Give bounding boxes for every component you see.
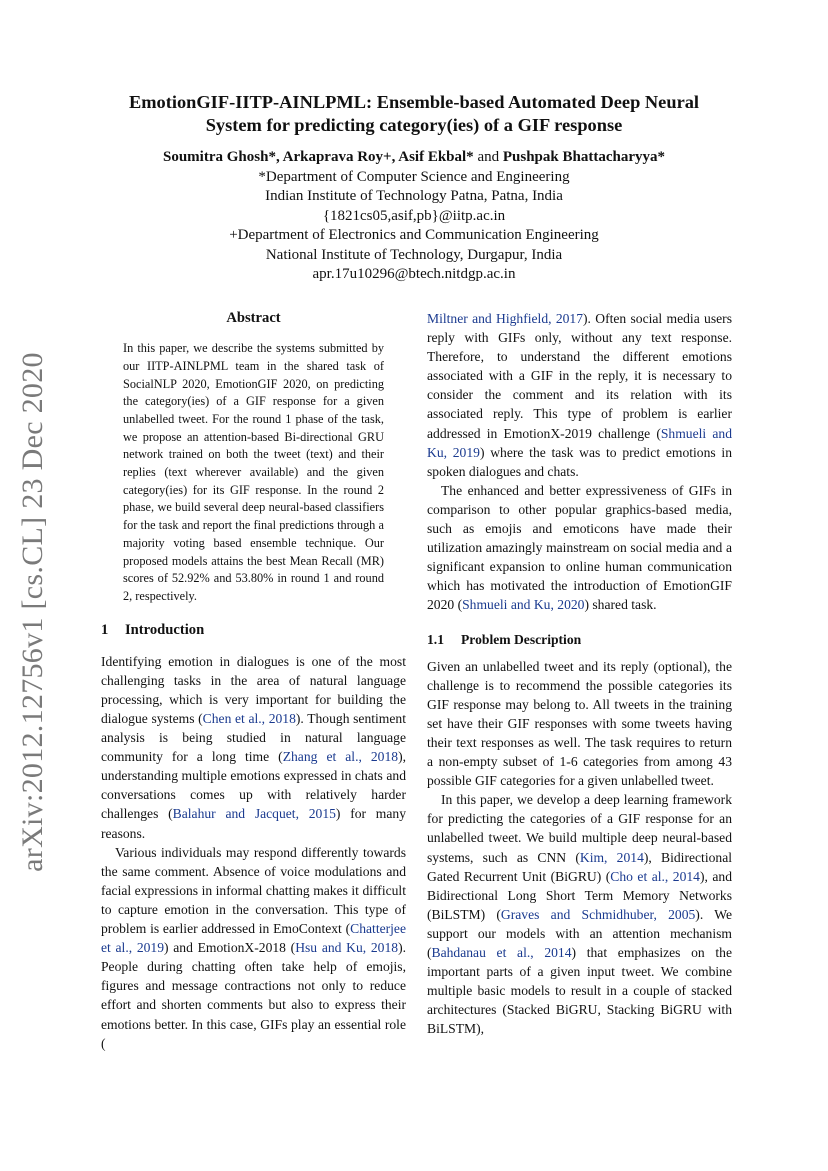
text-span: ). People during chatting often take help of emojis, figures and message contractions not only to reduce effort and shorten comments but also to express their emotions better. In this case, GIFs play an essential role ( bbox=[101, 940, 406, 1051]
text-span: Various individuals may respond differently towards the same comment. Absence of voice modulations and facial expressions in informal chatting makes it difficult to capture emotion in the conversation. This type of problem is earlier addressed in EmoContext ( bbox=[101, 844, 406, 937]
author-and: and bbox=[477, 149, 500, 165]
citation-link[interactable]: Chatterjee et al., 2019 bbox=[101, 921, 406, 956]
institute-1: Indian Institute of Technology Patna, Patna, India bbox=[265, 188, 563, 204]
citation-link[interactable]: Kim, 2014 bbox=[579, 849, 644, 865]
abstract-heading: Abstract bbox=[226, 310, 281, 326]
title-line-2: System for predicting category(ies) of a GIF response bbox=[205, 115, 623, 135]
subsection-title: Problem Description bbox=[461, 631, 582, 647]
intro-paragraph-2-continued bbox=[427, 309, 732, 481]
text-span: ), and Bidirectional Long Short Term Memory Networks (BiLSTM) ( bbox=[427, 868, 732, 922]
text-span: ) where the task was to predict emotions in spoken dialogues and chats. bbox=[427, 444, 732, 479]
intro-paragraph-1 bbox=[101, 652, 406, 843]
author-names-part1: Soumitra Ghosh*, Arkaprava Roy+, Asif Ekbal* bbox=[163, 149, 474, 165]
citation-link[interactable]: Balahur and Jacquet, 2015 bbox=[172, 806, 336, 822]
citation-link[interactable]: Graves and Schmidhuber, 2005 bbox=[500, 906, 696, 922]
citation-link[interactable]: Bahdanau et al., 2014 bbox=[431, 945, 572, 960]
citation-link[interactable]: Shmueli and Ku, 2020 bbox=[462, 597, 585, 613]
author-names-part2: Pushpak Bhattacharyya* bbox=[502, 149, 665, 165]
text-span: ) for many reasons. bbox=[101, 806, 407, 841]
text-span: Identifying emotion in dialogues is one of the most challenging tasks in the area of natural language processing, which is very important for building the dialogue systems ( bbox=[101, 653, 406, 727]
institute-2: National Institute of Technology, Durgapur, India bbox=[265, 246, 563, 263]
text-span: ). Often social media users reply with GIFs only, without any text response. Therefore, to understand the different emotions associated with a GIF in the reply, it is necessary to consider the comment and its relation with its associated reply. This type of problem is earlier addressed in EmotionX-2019 challenge ( bbox=[427, 311, 732, 441]
text-span: In this paper, we develop a deep learning framework for predicting the categories of a GIF response for an unlabelled tweet. We build multiple deep neural-based systems, such as CNN ( bbox=[427, 792, 732, 865]
text-span: ) and EmotionX-2018 ( bbox=[164, 940, 296, 956]
text-span: ) that emphasizes on the important parts of a given input tweet. We combine multiple basic models to result in a couple of stacked architectures (Stacked BiGRU, Stacking BiGRU with BiLSTM), bbox=[427, 945, 733, 1037]
text-span: ). We support our models with an attention mechanism ( bbox=[427, 906, 732, 960]
affiliation-2: +Department of Electronics and Communication Engineering bbox=[229, 227, 599, 243]
section-title: Introduction bbox=[125, 621, 205, 638]
citation-link[interactable]: Shmueli and Ku, 2019 bbox=[427, 425, 732, 460]
text-span: ), understanding multiple emotions expressed in chats and conversations comes up with relatively harder challenges ( bbox=[101, 749, 406, 822]
text-span: ). Though sentiment analysis is being studied in natural language community for a long time ( bbox=[101, 711, 406, 765]
citation-link[interactable]: Hsu and Ku, 2018 bbox=[295, 940, 399, 956]
text-span: ), Bidirectional Gated Recurrent Unit (BiGRU) ( bbox=[427, 849, 733, 884]
right-column bbox=[427, 309, 732, 1038]
text-span: ) shared task. bbox=[584, 597, 657, 613]
citation-link[interactable]: Cho et al., 2014 bbox=[610, 868, 700, 884]
arxiv-identifier-text: arXiv:2012.12756v1 [cs.CL] 23 Dec 2020 bbox=[16, 352, 49, 872]
author-block bbox=[80, 148, 748, 285]
author-names bbox=[80, 148, 748, 168]
citation-link[interactable]: Zhang et al., 2018 bbox=[282, 749, 399, 765]
email-1: {1821cs05,asif,pb}@iitp.ac.in bbox=[322, 207, 506, 224]
citation-link[interactable]: Miltner and Highfield, 2017 bbox=[427, 311, 584, 326]
abstract-text: In this paper, we describe the systems submitted by our IITP-AINLPML team in the shared task of SocialNLP 2020, EmotionGIF 2020, on predicting the category(ies) of a GIF response for a given unlabelled tweet. For the round 1 phase of the task, we propose an attention-based Bi-directional GRU network trained on both the tweet (text) and their replies (text wherever available) and the given category(ies) for its GIF response. In the round 2 phase, we build several deep neural-based classifiers for the task and report the final predictions through a majority voting based ensemble technique. Our proposed models attains the best Mean Recall (MR) scores of 52.92% and 53.80% in round 1 and round 2, respectively. bbox=[123, 341, 384, 603]
affiliation-1: *Department of Computer Science and Engineering bbox=[258, 168, 570, 185]
intro-paragraph-2 bbox=[101, 843, 406, 1053]
section-number: 1 bbox=[101, 621, 109, 638]
text-span: The enhanced and better expressiveness of GIFs in comparison to other popular graphics-based media, such as emojis and emoticons have made their utilization amazingly mainstream on social media and a significant expansion to online human communication which has motivated the introduction of EmotionGIF 2020 ( bbox=[427, 482, 732, 613]
arxiv-identifier bbox=[8, 352, 58, 872]
section-heading-introduction bbox=[101, 621, 406, 640]
citation-link[interactable]: Chen et al., 2018 bbox=[202, 711, 296, 727]
problem-paragraph-2 bbox=[427, 790, 732, 1038]
subsection-number: 1.1 bbox=[427, 631, 444, 647]
subsection-heading-problem-description bbox=[427, 630, 732, 649]
paper-title bbox=[80, 91, 748, 137]
intro-paragraph-3 bbox=[427, 481, 732, 615]
problem-paragraph-1: Given an unlabelled tweet and its reply (optional), the challenge is to recommend the possible categories its GIF response may belong to. All tweets in the training set have their GIF responses with some tweets having their text responses as well. The task requires to return a non-empty subset of 1-6 categories from among 43 possible GIF categories for a given unlabelled tweet. bbox=[427, 658, 732, 789]
title-line-1: EmotionGIF-IITP-AINLPML: Ensemble-based Automated Deep Neural bbox=[128, 92, 700, 112]
email-2: apr.17u10296@btech.nitdgp.ac.in bbox=[312, 266, 516, 282]
left-column bbox=[101, 309, 406, 1053]
